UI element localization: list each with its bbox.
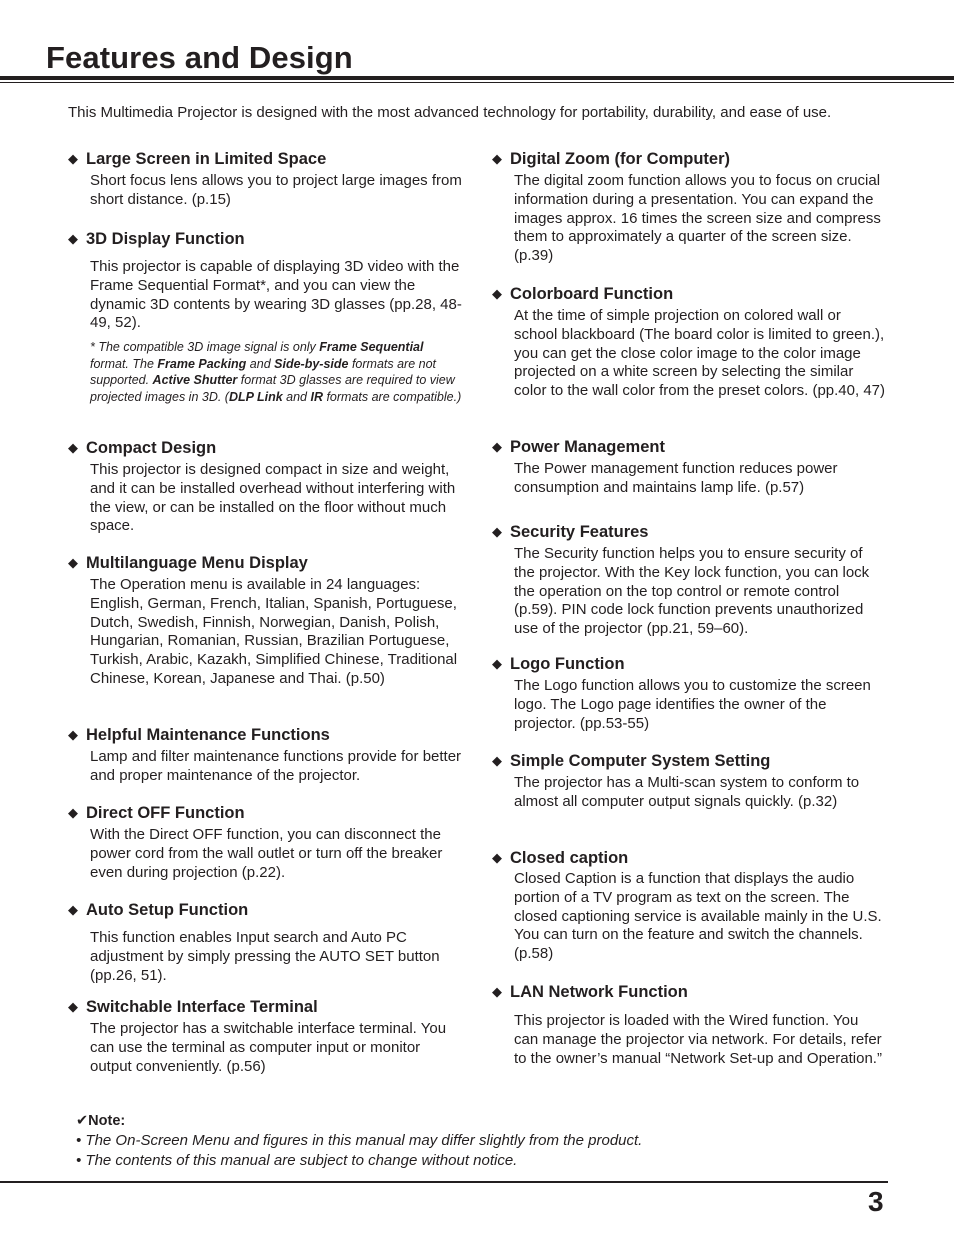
feature-description: Closed Caption is a function that displays the audio portion of a TV program as text on the screen. The closed captioning service is available mainly in the U.S. You can turn on the feature and switch the channels. (p.58): [514, 870, 882, 963]
feature-description: Lamp and filter maintenance functions provide for better and proper maintenance of the projector.: [90, 748, 462, 784]
feature-heading-text: Helpful Maintenance Functions: [86, 726, 330, 744]
diamond-bullet-icon: ◆: [68, 805, 78, 820]
feature-heading-text: Simple Computer System Setting: [510, 752, 771, 770]
feature-heading: [492, 284, 887, 304]
feature-power-management: [492, 437, 887, 498]
diamond-bullet-icon: ◆: [492, 151, 502, 166]
title-rule-thin: [0, 82, 954, 83]
note-bold: IR: [310, 389, 323, 404]
note-bold: Frame Packing: [157, 356, 247, 371]
feature-heading: [492, 654, 887, 674]
diamond-bullet-icon: ◆: [492, 656, 502, 671]
feature-description: The projector has a Multi-scan system to conform to almost all computer output signals quickly. (p.32): [514, 774, 860, 810]
feature-switchable-terminal: [68, 997, 463, 1076]
feature-heading-text: Power Management: [510, 438, 665, 456]
feature-description: The digital zoom function allows you to focus on crucial information during a presentation. You can expand the images approx. 16 times the screen size and compress them to approximately a quarter of the screen size. (p.39): [514, 172, 881, 265]
note-bold: Frame Sequential: [319, 340, 424, 355]
feature-heading-text: Colorboard Function: [510, 285, 674, 303]
feature-heading: [68, 229, 463, 249]
feature-heading-text: Multilanguage Menu Display: [86, 554, 308, 572]
feature-direct-off: [68, 803, 463, 882]
page-title: Features and Design: [46, 40, 353, 75]
note-text: * The compatible 3D image signal is only: [90, 340, 320, 355]
diamond-bullet-icon: ◆: [492, 753, 502, 768]
feature-heading: [68, 553, 463, 573]
diamond-bullet-icon: ◆: [68, 440, 78, 455]
note-text: and: [282, 389, 311, 404]
note-block: [76, 1112, 876, 1170]
note-heading: [76, 1112, 876, 1131]
feature-closed-caption: [492, 848, 887, 964]
feature-heading: [68, 149, 463, 169]
feature-logo: [492, 654, 887, 733]
feature-heading: [492, 437, 887, 457]
feature-heading: [68, 438, 463, 458]
feature-heading-text: Compact Design: [86, 439, 217, 457]
footer-rule: [0, 1181, 888, 1183]
feature-heading-text: Direct OFF Function: [86, 804, 245, 822]
feature-digital-zoom: [492, 149, 887, 266]
feature-heading-text: LAN Network Function: [510, 983, 688, 1001]
feature-description: This projector is designed compact in size and weight, and it can be installed overhead without interfering with the view, or can be installed on the floor without much space.: [90, 461, 456, 535]
feature-lan-network: [492, 982, 887, 1068]
feature-heading-text: 3D Display Function: [86, 230, 245, 248]
diamond-bullet-icon: ◆: [492, 984, 502, 999]
note-bold: Side-by-side: [274, 356, 349, 371]
feature-description: The Operation menu is available in 24 languages: English, German, French, Italian, Spanish, Portuguese, Dutch, Swedish, Finnish, Norwegian, Danish, Polish, Hungarian, Romanian, Russian, Brazilian Portuguese, Turkish, Arabic, Kazakh, Simplified Chinese, Traditional Chinese, Korean, Japanese and Thai. (p.50): [90, 576, 458, 687]
feature-description: With the Direct OFF function, you can disconnect the power cord from the wall outlet or turn off the breaker even during projection (p.22).: [90, 826, 443, 881]
feature-heading-text: Large Screen in Limited Space: [86, 150, 327, 168]
feature-description: Short focus lens allows you to project large images from short distance. (p.15): [90, 172, 462, 208]
diamond-bullet-icon: ◆: [492, 524, 502, 539]
feature-heading-text: Security Features: [510, 523, 649, 541]
feature-heading-text: Switchable Interface Terminal: [86, 998, 318, 1016]
intro-paragraph: This Multimedia Projector is designed with the most advanced technology for portability, durability, and ease of use.: [68, 104, 832, 121]
feature-heading: [492, 982, 887, 1002]
feature-description: This projector is capable of displaying 3D video with the Frame Sequential Format*, and you can view the dynamic 3D contents by wearing 3D glasses (pp.28, 48-49, 52).: [90, 258, 462, 332]
feature-description: At the time of simple projection on colored wall or school blackboard (The board color is limited to green.), you can get the close color image to the color image projected on a white screen by selecting the similar color to the wall color from the preset colors. (pp.40, 47): [514, 307, 886, 400]
feature-heading: [492, 848, 887, 868]
feature-heading: [492, 149, 887, 169]
3d-compatibility-note: [90, 339, 465, 405]
note-line: • The On-Screen Menu and figures in this manual may differ slightly from the product.: [76, 1132, 643, 1149]
diamond-bullet-icon: ◆: [68, 555, 78, 570]
note-text: format. The: [90, 356, 158, 371]
feature-heading-text: Logo Function: [510, 655, 625, 673]
feature-heading: [492, 522, 887, 542]
diamond-bullet-icon: ◆: [68, 999, 78, 1014]
feature-description: This function enables Input search and Auto PC adjustment by simply pressing the AUTO SET button (pp.26, 51).: [90, 929, 440, 984]
feature-colorboard: [492, 284, 887, 401]
feature-description: The Security function helps you to ensure security of the projector. With the Key lock function, you can lock the operation on the top control or remote control (p.59). PIN code lock function prevents unauthorized use of the projector (pp.21, 59–60).: [514, 545, 870, 638]
note-title: Note:: [88, 1113, 126, 1129]
diamond-bullet-icon: ◆: [68, 902, 78, 917]
feature-heading: [68, 803, 463, 823]
note-line: • The contents of this manual are subject to change without notice.: [76, 1151, 518, 1169]
page-number: 3: [868, 1186, 884, 1217]
feature-heading-text: Digital Zoom (for Computer): [510, 150, 730, 168]
feature-heading: [492, 751, 887, 771]
diamond-bullet-icon: ◆: [68, 151, 78, 166]
note-text: formats are compatible.): [322, 389, 462, 404]
feature-heading: [68, 725, 463, 745]
feature-large-screen: [68, 149, 463, 210]
feature-heading: [68, 997, 463, 1017]
feature-description: The Logo function allows you to customize the screen logo. The Logo page identifies the owner of the projector. (pp.53-55): [514, 677, 871, 732]
note-text: and: [246, 356, 275, 371]
feature-description: This projector is loaded with the Wired function. You can manage the projector via network. For details, refer to the owner’s manual “Network Set-up and Operation.”: [514, 1012, 882, 1067]
feature-description: The Power management function reduces power consumption and maintains lamp life. (p.57): [514, 460, 838, 496]
checkmark-icon: ✔: [76, 1113, 89, 1129]
feature-security: [492, 522, 887, 639]
feature-auto-setup: [68, 900, 463, 985]
diamond-bullet-icon: ◆: [68, 727, 78, 742]
title-rule: [0, 76, 954, 80]
note-bold: DLP Link: [228, 389, 283, 404]
feature-compact-design: [68, 438, 463, 536]
feature-heading-text: Closed caption: [510, 849, 629, 867]
diamond-bullet-icon: ◆: [492, 286, 502, 301]
feature-multilanguage-menu: [68, 553, 463, 689]
feature-heading-text: Auto Setup Function: [86, 901, 249, 919]
diamond-bullet-icon: ◆: [492, 850, 502, 865]
note-bold: Active Shutter: [152, 373, 238, 388]
feature-description: The projector has a switchable interface terminal. You can use the terminal as computer input or monitor output conveniently. (p.56): [90, 1020, 447, 1075]
feature-maintenance: [68, 725, 463, 786]
feature-computer-setting: [492, 751, 887, 812]
diamond-bullet-icon: ◆: [68, 231, 78, 246]
note-text: formats are not supported.: [90, 356, 437, 388]
feature-heading: [68, 900, 463, 920]
feature-3d-display: [68, 229, 463, 405]
diamond-bullet-icon: ◆: [492, 439, 502, 454]
note-text: format 3D glasses are required to view projected images in 3D. (: [90, 373, 455, 404]
